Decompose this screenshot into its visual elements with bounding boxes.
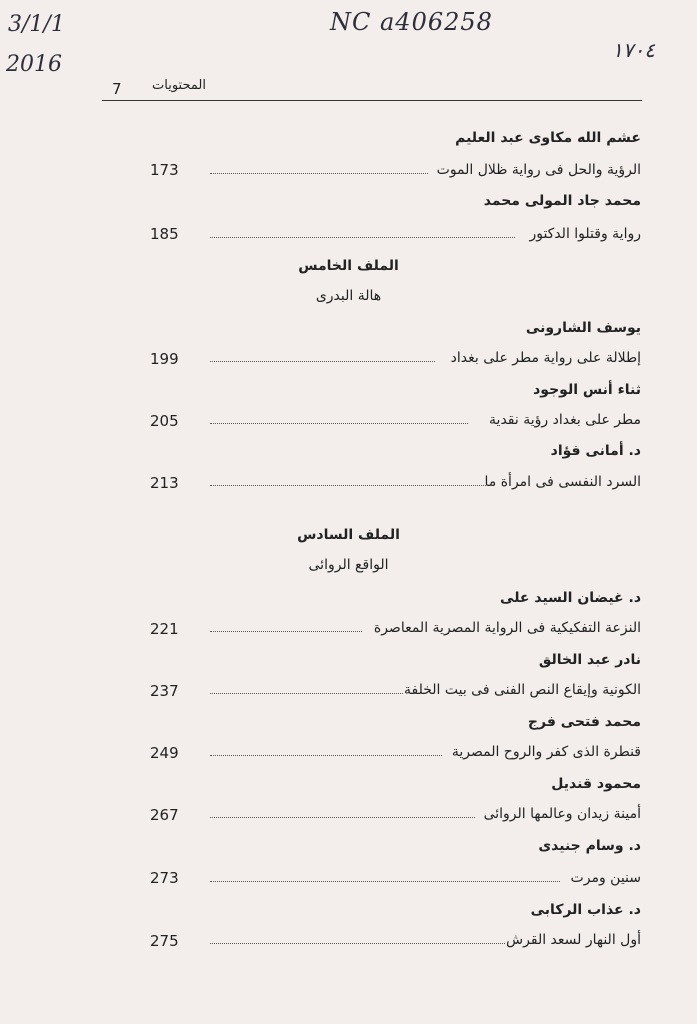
leader-dots [210, 630, 362, 632]
entry-page: 273 [150, 869, 179, 887]
entry-page: 267 [150, 806, 179, 824]
entry-page: 185 [150, 225, 179, 243]
leader-dots [210, 754, 442, 756]
section-heading: الملف السادس [297, 527, 400, 543]
entry-title: الكونية وإيقاع النص الفنى فى بيت الخلفة [403, 682, 641, 698]
entry-page: 213 [150, 474, 179, 492]
entry-page: 173 [150, 161, 179, 179]
leader-dots [210, 172, 428, 174]
entry-title: قنطرة الذى كفر والروح المصرية [451, 744, 641, 760]
leader-dots [210, 236, 515, 238]
entry-title: مطر على بغداد رؤية نقدية [489, 412, 641, 428]
entry-title: إطلالة على رواية مطر على بغداد [450, 350, 641, 366]
entry-page: 199 [150, 350, 179, 368]
entry-page: 237 [150, 682, 179, 700]
leader-dots [210, 880, 560, 882]
entry-author: د. غيضان السيد على [500, 590, 641, 606]
handwritten-call-number: NC a406258 [330, 8, 493, 36]
header-title: المحتويات [152, 78, 206, 93]
leader-dots [210, 942, 505, 944]
entry-page: 205 [150, 412, 179, 430]
leader-dots [210, 422, 468, 424]
section-subject: الواقع الروائى [308, 557, 389, 573]
entry-author: محمود قنديل [551, 776, 641, 792]
leader-dots [210, 360, 435, 362]
entry-title: الرؤية والحل فى رواية ظلال الموت [436, 162, 641, 178]
leader-dots [210, 692, 403, 694]
handwritten-note-year: 2016 [6, 52, 62, 77]
handwritten-note-date: 3/1/1 [8, 12, 65, 37]
entry-title: أمينة زيدان وعالمها الروائى [483, 806, 641, 822]
entry-page: 221 [150, 620, 179, 638]
handwritten-note-topright: ١٧٠٤ [612, 38, 655, 62]
section-heading: الملف الخامس [298, 258, 399, 274]
entry-page: 275 [150, 932, 179, 950]
entry-author: ثناء أنس الوجود [533, 382, 641, 398]
entry-title: رواية وقتلوا الدكتور [529, 226, 641, 242]
entry-author: نادر عبد الخالق [538, 652, 641, 668]
entry-page: 249 [150, 744, 179, 762]
entry-title: سنين ومرت [570, 870, 641, 886]
entry-author: يوسف الشارونى [525, 320, 641, 336]
leader-dots [210, 484, 488, 486]
entry-title: النزعة التفكيكية فى الرواية المصرية المعاصرة [373, 620, 641, 636]
entry-title: أول النهار لسعد القرش [506, 932, 641, 948]
entry-author: محمد فتحى فرج [527, 714, 641, 730]
entry-author: د. عذاب الركابى [530, 902, 641, 918]
entry-author: عشم الله مكاوى عبد العليم [455, 130, 641, 146]
entry-title: السرد النفسى فى امرأة ما [484, 474, 641, 490]
page-number: 7 [112, 80, 122, 98]
leader-dots [210, 816, 475, 818]
entry-author: د. وسام جنيدى [538, 838, 641, 854]
section-subject: هالة البدرى [315, 288, 382, 304]
entry-author: د. أمانى فؤاد [550, 443, 641, 459]
entry-author: محمد جاد المولى محمد [483, 193, 641, 209]
